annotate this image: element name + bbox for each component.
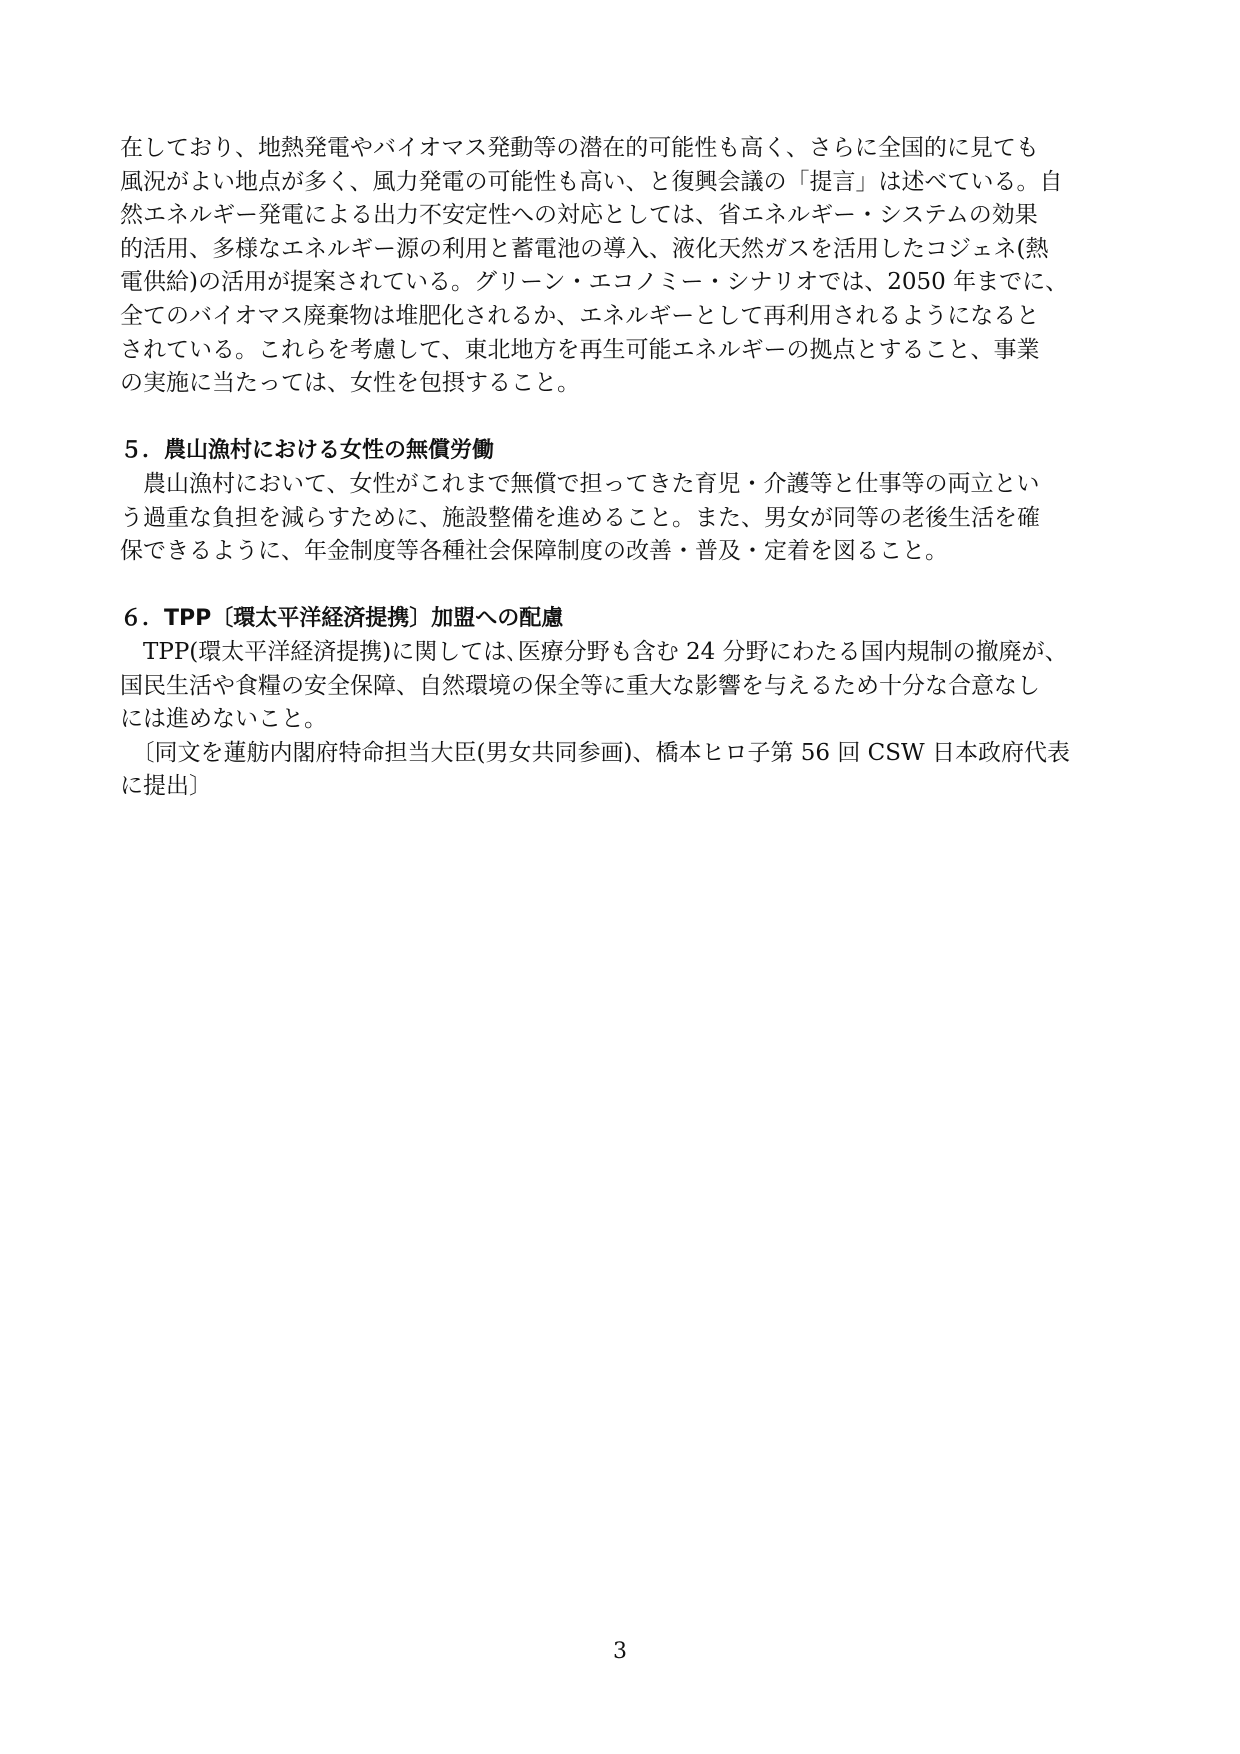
paragraph-renewable-energy xyxy=(120,132,1120,401)
paragraph-line: 然エネルギー発電による出力不安定性への対応としては、省エネルギー・システムの効果 xyxy=(120,202,1038,229)
section-6-line xyxy=(120,636,1120,670)
section-6-line: には進めないこと。 xyxy=(120,706,327,733)
paragraph-line: 電供給)の活用が提案されている。グリーン・エコノミー・シナリオでは、2050 年までに、 xyxy=(120,269,1069,296)
submission-note-text: 〔同文を蓮舫内閣府特命担当大臣(男女共同参画)、橋本ヒロ子第 56 回 CSW 日本政府代表 xyxy=(143,739,1070,766)
section-5-heading: ５．農山漁村における女性の無償労働 xyxy=(120,438,495,464)
submission-note-line xyxy=(120,737,1120,771)
section-6-heading: ６．TPP〔環太平洋経済提携〕加盟への配慮 xyxy=(120,606,564,632)
section-5-line: 保できるように、年金制度等各種社会保障制度の改善・普及・定着を図ること。 xyxy=(120,538,948,565)
paragraph-line: 風況がよい地点が多く、風力発電の可能性も高い、と復興会議の「提言」は述べている。自 xyxy=(120,168,1063,195)
section-6-line: 国民生活や食糧の安全保障、自然環境の保全等に重大な影響を与えるため十分な合意なし xyxy=(120,672,1040,699)
paragraph-line: の実施に当たっては、女性を包摂すること。 xyxy=(120,370,580,397)
section-6 xyxy=(120,602,1120,804)
section-6-text: TPP(環太平洋経済提携)に関しては､医療分野も含む 24 分野にわたる国内規制の撤廃が、 xyxy=(143,638,1068,665)
paragraph-line: 全てのバイオマス廃棄物は堆肥化されるか、エネルギーとして再利用されるようになると xyxy=(120,302,1040,329)
section-5-line xyxy=(120,468,1120,502)
paragraph-line: 在しており、地熱発電やバイオマス発動等の潜在的可能性も高く、さらに全国的に見ても xyxy=(120,135,1039,161)
paragraph-line: 的活用、多様なエネルギー源の利用と蓄電池の導入、液化天然ガスを活用したコジェネ(熱 xyxy=(120,235,1049,262)
spacer xyxy=(120,401,1120,435)
section-5 xyxy=(120,434,1120,568)
page-body xyxy=(120,132,1120,804)
paragraph-line: されている。これらを考慮して、東北地方を再生可能エネルギーの拠点とすること、事業 xyxy=(120,336,1040,363)
page-number: 3 xyxy=(613,1639,627,1664)
section-5-text: 農山漁村において、女性がこれまで無償で担ってきた育児・介護等と仕事等の両立とい xyxy=(143,470,1040,497)
submission-note-line: に提出〕 xyxy=(120,773,212,800)
section-5-line: う過重な負担を減らすために、施設整備を進めること。また、男女が同等の老後生活を確 xyxy=(120,504,1040,531)
spacer xyxy=(120,569,1120,603)
